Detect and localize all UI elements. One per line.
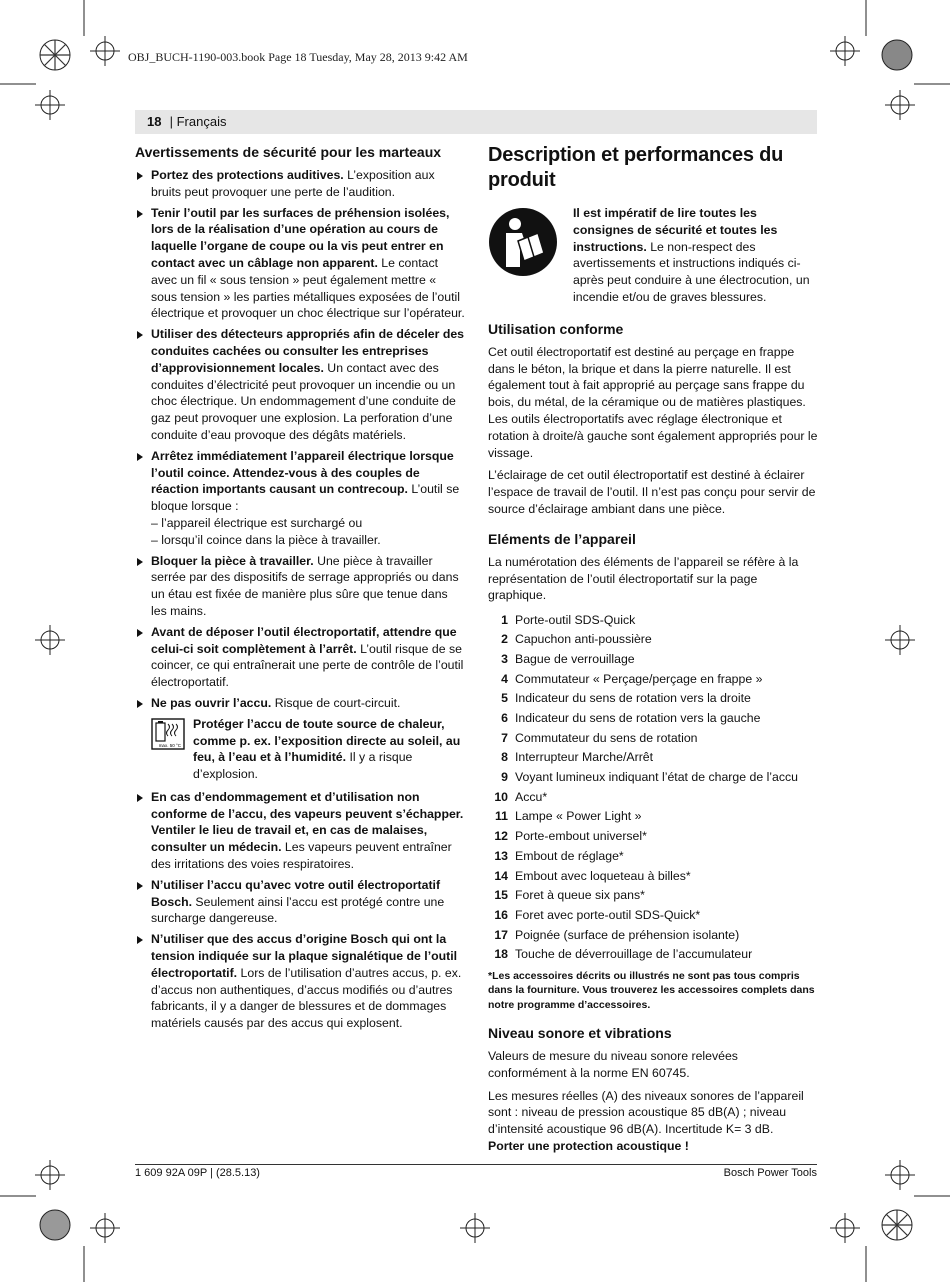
part-number: 11 <box>495 809 508 824</box>
safety-bullet <box>135 695 465 712</box>
bullet-bold: Portez des protections auditives. <box>151 168 344 182</box>
safety-bullet <box>135 624 465 691</box>
parts-list <box>488 610 818 964</box>
bullet-bold: N’utiliser que des accus d’origine Bosch qui ont la tension indiquée sur la plaque signalétique de l’outil électroportatif. <box>151 932 458 980</box>
bullet-bold: Tenir l’outil par les surfaces de préhension isolées, lors de la réalisation d’une opération au cours de laquelle l’organe de coupe ou la vis peut entrer en contact avec un câblage non apparent. <box>151 205 450 270</box>
parts-list-item <box>488 669 818 689</box>
usage-paragraph-2: L’éclairage de cet outil électroportatif est destiné à éclairer l’espace de travail de l’outil. Il n’est pas conçu pour servir de source d’éclairage ambiant dans une pièce. <box>488 468 816 516</box>
part-label: Poignée (surface de préhension isolante) <box>515 927 740 942</box>
parts-list-item <box>488 807 818 827</box>
part-number: 5 <box>501 691 508 706</box>
part-number: 4 <box>501 671 508 686</box>
safety-bullet <box>135 931 465 1032</box>
footer-rule <box>135 1164 817 1165</box>
bullet-text: Une pièce à travailler serrée par des dispositifs de serrage appropriés ou dans un étau est fixée de manière plus sûre que tenue dans les mains. <box>151 553 459 618</box>
parts-list-item <box>488 689 818 709</box>
safety-bullet <box>135 448 465 549</box>
bullet-bold: Arrêtez immédiatement l’appareil électrique lorsque l’outil coince. Attendez-vous à des couples de réaction importants causant un contrecoup. <box>151 448 454 497</box>
bullet-arrow-icon <box>137 331 143 339</box>
bullet-bold: En cas d’endommagement et d’utilisation non conforme de l’accu, des vapeurs peuvent s’échapper. Ventiler le lieu de travail et, en cas de malaises, consulter un médecin. <box>151 789 464 855</box>
part-number: 9 <box>501 770 508 785</box>
bullet-text: Seulement ainsi l’accu est protégé contre une surcharge dangereuse. <box>151 894 445 926</box>
section-title-description: Description et performances du produit <box>488 144 784 191</box>
part-number: 7 <box>501 730 508 745</box>
parts-list-item <box>488 866 818 886</box>
bullet-arrow-icon <box>137 700 143 708</box>
part-number: 18 <box>494 947 508 962</box>
parts-list-item <box>488 945 818 965</box>
part-label: Commutateur du sens de rotation <box>515 730 698 745</box>
parts-list-item <box>488 630 818 650</box>
part-label: Porte-outil SDS-Quick <box>515 612 636 627</box>
bullet-arrow-icon <box>137 794 143 802</box>
dash-item: – lorsqu’il coince dans la pièce à travailler. <box>151 532 381 547</box>
noise-paragraph-1: Valeurs de mesure du niveau sonore relevées conformément à la norme EN 60745. <box>488 1049 738 1080</box>
bullet-arrow-icon <box>137 629 143 637</box>
part-number: 16 <box>494 907 508 922</box>
part-label: Indicateur du sens de rotation vers la droite <box>515 691 751 706</box>
part-number: 15 <box>494 888 508 903</box>
bullet-text: L’exposition aux bruits peut provoquer une perte de l’audition. <box>151 168 435 199</box>
section-heading-usage: Utilisation conforme <box>488 320 624 337</box>
bullet-arrow-icon <box>137 172 143 180</box>
read-instructions-warning <box>488 205 818 306</box>
left-column <box>135 143 465 1036</box>
right-column <box>488 143 818 1155</box>
parts-list-item <box>488 728 818 748</box>
battery-heat-icon <box>151 718 185 750</box>
heat-warning-text: Il y a risque d’explosion. <box>193 750 413 782</box>
language-label <box>166 114 226 129</box>
parts-list-item <box>488 610 818 630</box>
section-heading-parts: Eléments de l’appareil <box>488 530 636 547</box>
bullet-arrow-icon <box>137 936 143 944</box>
read-warning-bold: Il est impératif de lire toutes les consignes de sécurité et toutes les instructions. <box>573 206 778 254</box>
language-text: Français <box>176 114 227 129</box>
part-number: 14 <box>494 868 508 883</box>
noise-text: Les mesures réelles (A) des niveaux sonores de l’appareil sont : niveau de pression acoustique 85 dB(A) ; niveau d’intensité acoustique 96 dB(A). Incertitude K= 3 dB. <box>488 1088 804 1137</box>
part-number: 12 <box>494 829 508 844</box>
footer-brand: Bosch Power Tools <box>723 1167 817 1179</box>
part-number: 2 <box>501 632 508 647</box>
parts-intro: La numérotation des éléments de l’appareil se réfère à la représentation de l’outil électroportatif sur la page graphique. <box>488 554 799 603</box>
part-number: 10 <box>494 789 508 804</box>
bullet-bold: N’utiliser l’accu qu’avec votre outil électroportatif Bosch. <box>151 877 441 909</box>
heat-warning <box>135 716 465 783</box>
noise-paragraph-2 <box>488 1088 818 1138</box>
part-label: Embout de réglage* <box>515 848 624 863</box>
bullet-bold: Avant de déposer l’outil électroportatif, attendre que celui-ci soit complètement à l’arrêt. <box>151 624 457 656</box>
bullet-text: Lors de l’utilisation d’autres accus, p. ex. d’accus non authentiques, d’accus modifiés ou d’autres fabricants, il y a danger de blessures et de dommages matériels causés par des accus qui explosent. <box>151 965 462 1031</box>
bullet-bold: Ne pas ouvrir l’accu. <box>151 695 272 710</box>
bullet-text: Le contact avec un fil « sous tension » peut également mettre « sous tension » les parties métalliques exposées de l’outil électrique et provoquer un choc électrique sur l’opérateur. <box>151 255 465 321</box>
accessories-note: *Les accessoires décrits ou illustrés ne sont pas tous compris dans la fourniture. Vous trouverez les accessoires complets dans notre programme d’accessoires. <box>488 969 815 1011</box>
safety-bullet <box>135 789 465 873</box>
part-label: Foret à queue six pans* <box>515 888 645 903</box>
safety-bullet <box>135 877 465 927</box>
parts-list-item <box>488 709 818 729</box>
footer-doc-number: 1 609 92A 09P | (28.5.13) <box>135 1167 260 1179</box>
part-number: 17 <box>494 927 508 942</box>
bullet-arrow-icon <box>137 453 143 461</box>
page-number: 18 <box>147 114 162 129</box>
noise-protection-note: Porter une protection acoustique ! <box>488 1139 689 1153</box>
safety-bullet <box>135 326 465 444</box>
section-heading-hammer-safety: Avertissements de sécurité pour les marteaux <box>135 144 442 160</box>
parts-list-item <box>488 748 818 768</box>
read-warning-text: Le non-respect des avertissements et instructions indiqués ci-après peut conduire à une électrocution, un incendie et/ou de graves blessures. <box>573 239 810 304</box>
parts-list-item <box>488 846 818 866</box>
bullet-arrow-icon <box>137 882 143 890</box>
part-label: Accu* <box>515 789 548 804</box>
part-label: Interrupteur Marche/Arrêt <box>515 750 654 765</box>
bullet-arrow-icon <box>137 210 143 218</box>
parts-list-item <box>488 650 818 670</box>
bullet-bold: Utiliser des détecteurs appropriés afin de déceler des conduites cachées ou consulter les entreprises d’approvisionnement locales. <box>151 327 465 375</box>
part-label: Commutateur « Perçage/perçage en frappe » <box>515 671 763 686</box>
parts-list-item <box>488 905 818 925</box>
part-number: 6 <box>501 711 508 726</box>
read-manual-icon <box>488 207 558 277</box>
part-label: Lampe « Power Light » <box>515 809 642 824</box>
bullet-text: L’outil risque de se coincer, ce qui entraînerait une perte de contrôle de l’outil électroportatif. <box>151 641 464 690</box>
part-number: 8 <box>501 750 508 765</box>
part-label: Bague de verrouillage <box>515 651 635 666</box>
part-number: 13 <box>494 848 508 863</box>
header-separator: | <box>166 114 177 129</box>
part-label: Porte-embout universel* <box>515 829 647 844</box>
bullet-arrow-icon <box>137 558 143 566</box>
bullet-text: L’outil se bloque lorsque : <box>151 482 460 514</box>
bullet-text: Les vapeurs peuvent entraîner des irritations des voies respiratoires. <box>151 840 452 872</box>
section-heading-noise: Niveau sonore et vibrations <box>488 1025 672 1042</box>
part-number: 1 <box>501 612 508 627</box>
dash-item: – l’appareil électrique est surchargé ou <box>151 515 363 530</box>
parts-list-item <box>488 827 818 847</box>
usage-paragraph-1: Cet outil électroportatif est destiné au perçage en frappe dans le béton, la brique et dans la pierre naturelle. Il est également tout à fait approprié au perçage sans frappe du bois, du métal, de la céramique ou de matières plastiques. Les outils électroportatifs avec réglage électronique et rotation à droite/à gauche sont également appropriés pour le vissage. <box>488 344 818 460</box>
part-label: Touche de déverrouillage de l’accumulateur <box>515 947 753 962</box>
safety-bullet <box>135 167 465 201</box>
safety-bullet <box>135 205 465 323</box>
parts-list-item <box>488 787 818 807</box>
page-header-bar <box>135 110 817 134</box>
parts-list-item <box>488 768 818 788</box>
parts-list-item <box>488 925 818 945</box>
parts-list-item <box>488 886 818 906</box>
part-label: Indicateur du sens de rotation vers la gauche <box>515 711 761 726</box>
part-number: 3 <box>501 651 508 666</box>
part-label: Voyant lumineux indiquant l’état de charge de l’accu <box>515 770 799 785</box>
print-info-line: OBJ_BUCH-1190-003.book Page 18 Tuesday, May 28, 2013 9:42 AM <box>128 50 468 64</box>
part-label: Foret avec porte-outil SDS-Quick* <box>515 907 701 922</box>
part-label: Embout avec loqueteau à billes* <box>515 868 691 883</box>
bullet-text: Un contact avec des conduites d’électricité peut provoquer un incendie ou un choc électrique. Un endommagement d’une conduite de gaz peut provoquer une explosion. La perforation d’une conduite d’eau provoque des dégâts matériels. <box>151 360 456 442</box>
bullet-bold: Bloquer la pièce à travailler. <box>151 553 314 568</box>
safety-bullet <box>135 553 465 620</box>
bullet-text: Risque de court-circuit. <box>271 695 401 710</box>
heat-warning-bold: Protéger l’accu de toute source de chaleur, comme p. ex. l’exposition directe au soleil, au feu, à l’eau et à l’humidité. <box>193 716 461 765</box>
max-temp-label: max. 50 °C <box>158 742 181 748</box>
part-label: Capuchon anti-poussière <box>515 632 652 647</box>
